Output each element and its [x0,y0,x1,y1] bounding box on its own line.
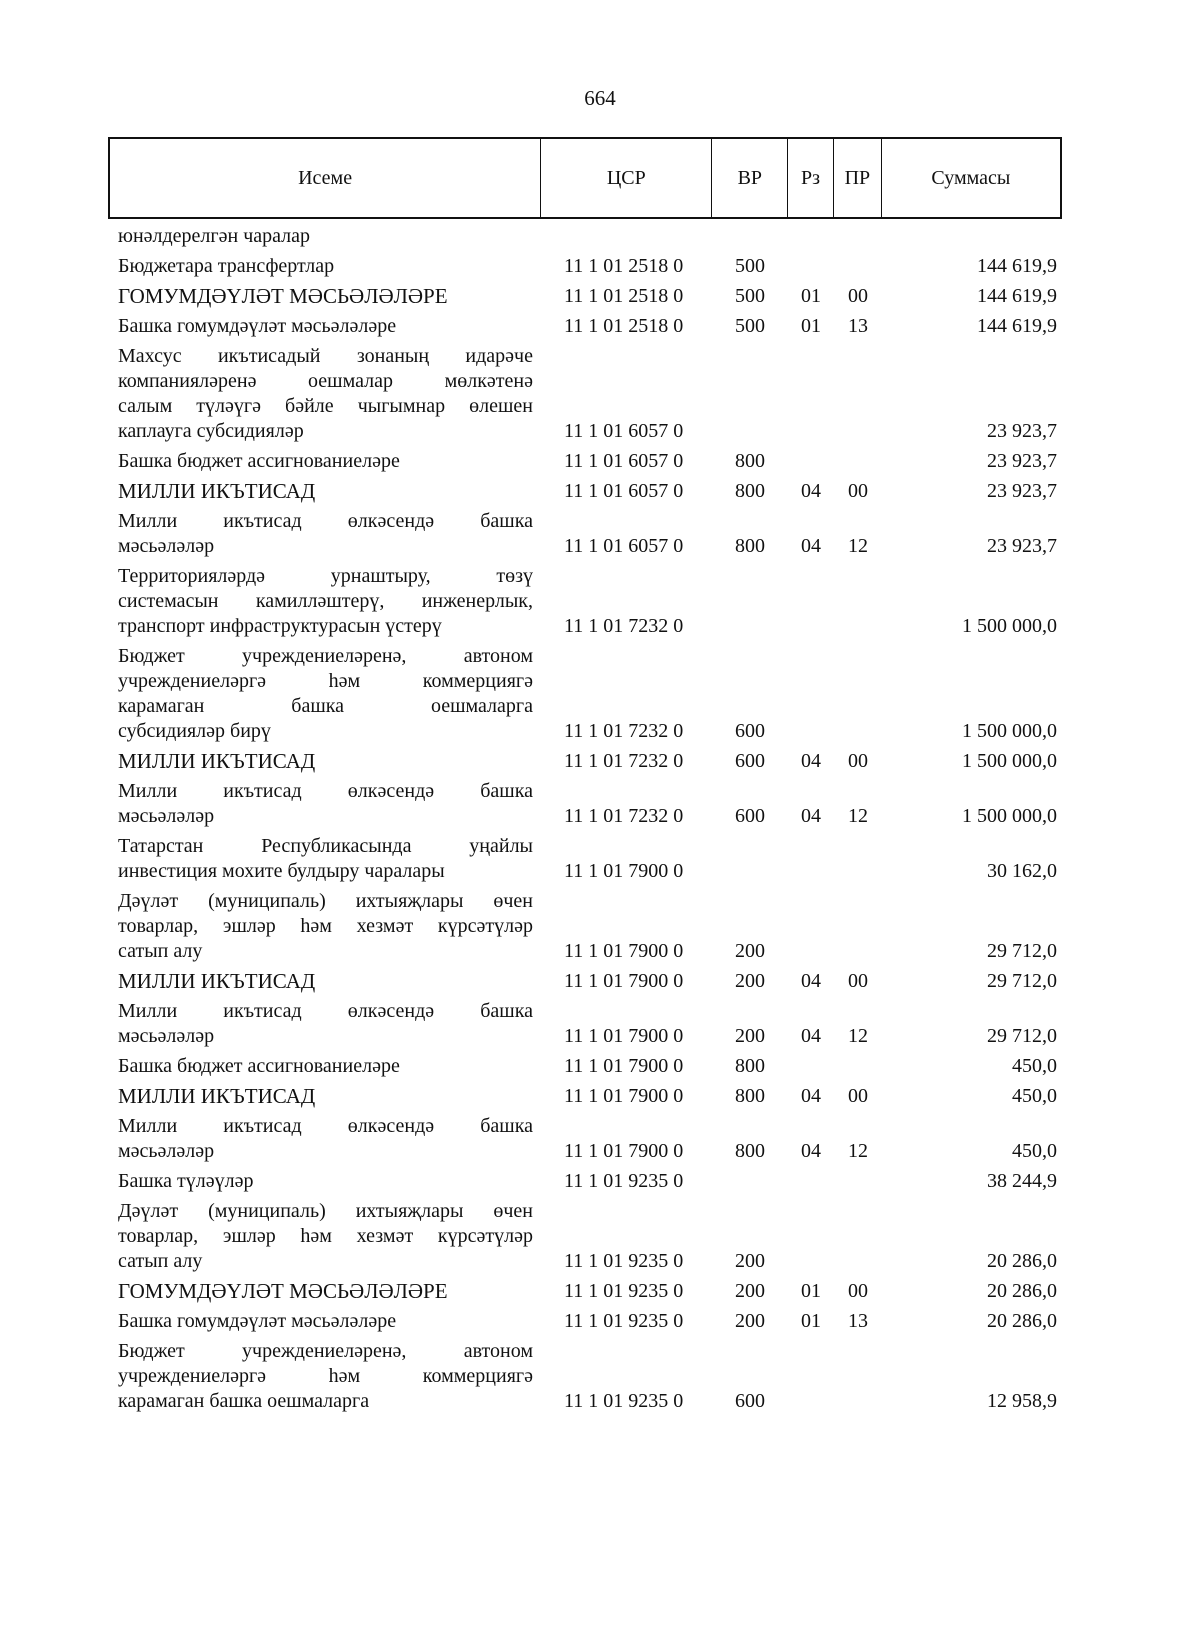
row-name-line: карамаган башка оешмаларга [118,695,533,717]
row-name-line: Милли икътисад өлкәсендә башка [118,1115,533,1137]
table-row [0,222,1200,252]
table-row [0,1337,1200,1417]
row-name-line: МИЛЛИ ИКЪТИСАД [118,969,316,993]
table-row [0,1167,1200,1197]
row-name [118,222,533,252]
row-vr: 600 [735,720,765,742]
row-csr: 11 1 01 7232 0 [564,750,684,772]
row-csr: 11 1 01 9235 0 [564,1170,684,1192]
table-row [0,642,1200,747]
row-name-line: сатып алу [118,940,203,962]
row-name [118,342,533,447]
row-vr: 200 [735,1250,765,1272]
table-row [0,1307,1200,1337]
row-pr: 12 [848,1025,868,1047]
table-row [0,887,1200,967]
row-name [118,252,533,282]
row-csr: 11 1 01 6057 0 [564,480,684,502]
row-vr: 800 [735,450,765,472]
row-name-line: Башка гомумдәүләт мәсьәләләре [118,1310,397,1332]
row-rz: 01 [801,1280,821,1302]
row-name-line: карамаган башка оешмаларга [118,1390,370,1412]
row-vr: 200 [735,970,765,992]
row-pr: 12 [848,1140,868,1162]
row-sum: 20 286,0 [987,1280,1057,1302]
row-csr: 11 1 01 9235 0 [564,1310,684,1332]
row-name-line: мәсьәләләр [118,535,215,557]
row-sum: 144 619,9 [977,285,1057,307]
row-name [118,967,533,997]
row-csr: 11 1 01 7900 0 [564,860,684,882]
table-row [0,1112,1200,1167]
row-sum: 29 712,0 [987,970,1057,992]
row-csr: 11 1 01 2518 0 [564,315,684,337]
row-name-line: МИЛЛИ ИКЪТИСАД [118,1084,316,1108]
row-vr: 800 [735,1140,765,1162]
table-row [0,562,1200,642]
row-name-line: Бюджет учреждениеләренә, автоном [118,1340,533,1362]
row-vr: 200 [735,1280,765,1302]
row-rz: 01 [801,315,821,337]
row-name-line: ГОМУМДӘҮЛӘТ МӘСЬӘЛӘЛӘРЕ [118,1279,448,1303]
row-csr: 11 1 01 7232 0 [564,720,684,742]
row-name-line: МИЛЛИ ИКЪТИСАД [118,479,316,503]
row-vr: 500 [735,315,765,337]
row-sum: 1 500 000,0 [962,720,1057,742]
table-row [0,252,1200,282]
row-csr: 11 1 01 7900 0 [564,970,684,992]
row-sum: 20 286,0 [987,1250,1057,1272]
row-pr: 13 [848,1310,868,1332]
row-sum: 1 500 000,0 [962,615,1057,637]
table-row [0,447,1200,477]
row-rz: 04 [801,970,821,992]
row-name [118,1167,533,1197]
row-name-line: мәсьәләләр [118,1025,215,1047]
row-name [118,562,533,642]
row-pr: 00 [848,970,868,992]
row-name [118,507,533,562]
row-vr: 200 [735,940,765,962]
row-sum: 23 923,7 [987,420,1057,442]
page-number: 664 [584,86,616,110]
table-row [0,282,1200,312]
row-vr: 800 [735,535,765,557]
row-pr: 13 [848,315,868,337]
table-row [0,1277,1200,1307]
row-name-line: Башка түләүләр [118,1170,254,1192]
table-row [0,777,1200,832]
row-pr: 00 [848,750,868,772]
row-name-line: Башка гомумдәүләт мәсьәләләре [118,315,397,337]
header-name: Исеме [110,139,541,217]
row-name-line: инвестиция мохите булдыру чаралары [118,860,445,882]
row-csr: 11 1 01 9235 0 [564,1390,684,1412]
row-name [118,1197,533,1277]
row-pr: 00 [848,285,868,307]
row-rz: 01 [801,285,821,307]
row-name-line: Башка бюджет ассигнованиеләре [118,450,400,472]
table-row [0,507,1200,562]
row-sum: 23 923,7 [987,535,1057,557]
row-sum: 20 286,0 [987,1310,1057,1332]
row-name [118,282,533,312]
row-sum: 29 712,0 [987,940,1057,962]
row-csr: 11 1 01 2518 0 [564,285,684,307]
row-name-line: мәсьәләләр [118,805,215,827]
row-name-line: МИЛЛИ ИКЪТИСАД [118,749,316,773]
row-csr: 11 1 01 7900 0 [564,1085,684,1107]
row-name-line: Милли икътисад өлкәсендә башка [118,1000,533,1022]
row-name-line: Милли икътисад өлкәсендә башка [118,510,533,532]
row-name-line: транспорт инфраструктурасын үстерү [118,615,442,637]
row-name [118,1307,533,1337]
row-sum: 23 923,7 [987,450,1057,472]
table-row [0,747,1200,777]
row-name-line: Милли икътисад өлкәсендә башка [118,780,533,802]
row-rz: 04 [801,480,821,502]
row-pr: 00 [848,1280,868,1302]
row-rz: 04 [801,805,821,827]
row-name [118,887,533,967]
row-vr: 800 [735,480,765,502]
row-vr: 500 [735,285,765,307]
row-csr: 11 1 01 7232 0 [564,615,684,637]
row-csr: 11 1 01 7900 0 [564,1140,684,1162]
row-rz: 04 [801,1140,821,1162]
row-name-line: субсидияләр бирү [118,720,271,742]
table-row [0,1052,1200,1082]
row-name-line: учреждениеләргә һәм коммерциягә [118,670,533,692]
row-name [118,1277,533,1307]
table-row [0,1082,1200,1112]
row-name [118,1337,533,1417]
row-rz: 04 [801,535,821,557]
row-name-line: Дәүләт (муниципаль) ихтыяҗлары өчен [118,1200,533,1222]
table-body [0,222,1200,1417]
row-sum: 144 619,9 [977,255,1057,277]
row-name-line: компанияләренә оешмалар мөлкәтенә [118,370,533,392]
row-sum: 23 923,7 [987,480,1057,502]
row-sum: 30 162,0 [987,860,1057,882]
row-sum: 450,0 [1012,1055,1057,1077]
row-vr: 600 [735,805,765,827]
row-csr: 11 1 01 7900 0 [564,1055,684,1077]
row-name-line: Дәүләт (муниципаль) ихтыяҗлары өчен [118,890,533,912]
row-vr: 600 [735,1390,765,1412]
row-name [118,832,533,887]
row-csr: 11 1 01 6057 0 [564,450,684,472]
row-csr: 11 1 01 2518 0 [564,255,684,277]
row-rz: 04 [801,1085,821,1107]
table-header [108,137,1062,219]
row-name-line: системасын камилләштерү, инженерлык, [118,590,533,612]
row-name [118,477,533,507]
row-vr: 800 [735,1055,765,1077]
row-vr: 600 [735,750,765,772]
row-rz: 04 [801,1025,821,1047]
row-sum: 1 500 000,0 [962,750,1057,772]
row-csr: 11 1 01 6057 0 [564,420,684,442]
row-name-line: юнәлдерелгән чаралар [118,225,311,247]
table-row [0,967,1200,997]
header-rz: Рз [788,139,834,217]
row-name-line: Бюджет учреждениеләренә, автоном [118,645,533,667]
row-pr: 00 [848,1085,868,1107]
row-name-line: сатып алу [118,1250,203,1272]
row-name-line: товарлар, эшләр һәм хезмәт күрсәтүләр [118,915,533,937]
row-name [118,777,533,832]
row-name-line: Бюджетара трансфертлар [118,255,335,277]
row-name [118,1082,533,1112]
header-sum: Суммасы [931,166,1011,189]
row-name-line: Махсус икътисадый зонаның идарәче [118,345,533,367]
row-rz: 01 [801,1310,821,1332]
table-row [0,342,1200,447]
row-name-line: салым түләүгә бәйле чыгымнар өлешен [118,395,533,417]
row-vr: 800 [735,1085,765,1107]
row-pr: 12 [848,805,868,827]
row-name-line: Татарстан Республикасында уңайлы [118,835,533,857]
table-row [0,312,1200,342]
row-name-line: Башка бюджет ассигнованиеләре [118,1055,400,1077]
row-csr: 11 1 01 9235 0 [564,1280,684,1302]
table-row [0,832,1200,887]
row-csr: 11 1 01 7232 0 [564,805,684,827]
row-sum: 450,0 [1012,1140,1057,1162]
table-row [0,997,1200,1052]
row-pr: 00 [848,480,868,502]
row-rz: 04 [801,750,821,772]
row-csr: 11 1 01 7900 0 [564,940,684,962]
row-name-line: учреждениеләргә һәм коммерциягә [118,1365,533,1387]
table-row [0,1197,1200,1277]
row-sum: 1 500 000,0 [962,805,1057,827]
row-name [118,1112,533,1167]
row-vr: 500 [735,255,765,277]
header-vr: ВР [712,139,788,217]
table-row [0,477,1200,507]
row-name-line: ГОМУМДӘҮЛӘТ МӘСЬӘЛӘЛӘРЕ [118,284,448,308]
row-sum: 12 958,9 [987,1390,1057,1412]
row-sum: 144 619,9 [977,315,1057,337]
row-csr: 11 1 01 9235 0 [564,1250,684,1272]
row-name-line: мәсьәләләр [118,1140,215,1162]
row-name [118,447,533,477]
row-name [118,747,533,777]
row-pr: 12 [848,535,868,557]
row-vr: 200 [735,1025,765,1047]
row-name-line: каплауга субсидияләр [118,420,304,442]
row-sum: 38 244,9 [987,1170,1057,1192]
header-pr: ПР [834,139,882,217]
row-sum: 450,0 [1012,1085,1057,1107]
row-name-line: товарлар, эшләр һәм хезмәт күрсәтүләр [118,1225,533,1247]
row-csr: 11 1 01 6057 0 [564,535,684,557]
row-vr: 200 [735,1310,765,1332]
row-sum: 29 712,0 [987,1025,1057,1047]
row-name [118,312,533,342]
row-name [118,642,533,747]
row-name [118,1052,533,1082]
row-name-line: Территорияләрдә урнаштыру, төзү [118,565,533,587]
header-csr: ЦСР [541,139,712,217]
row-name [118,997,533,1052]
row-csr: 11 1 01 7900 0 [564,1025,684,1047]
